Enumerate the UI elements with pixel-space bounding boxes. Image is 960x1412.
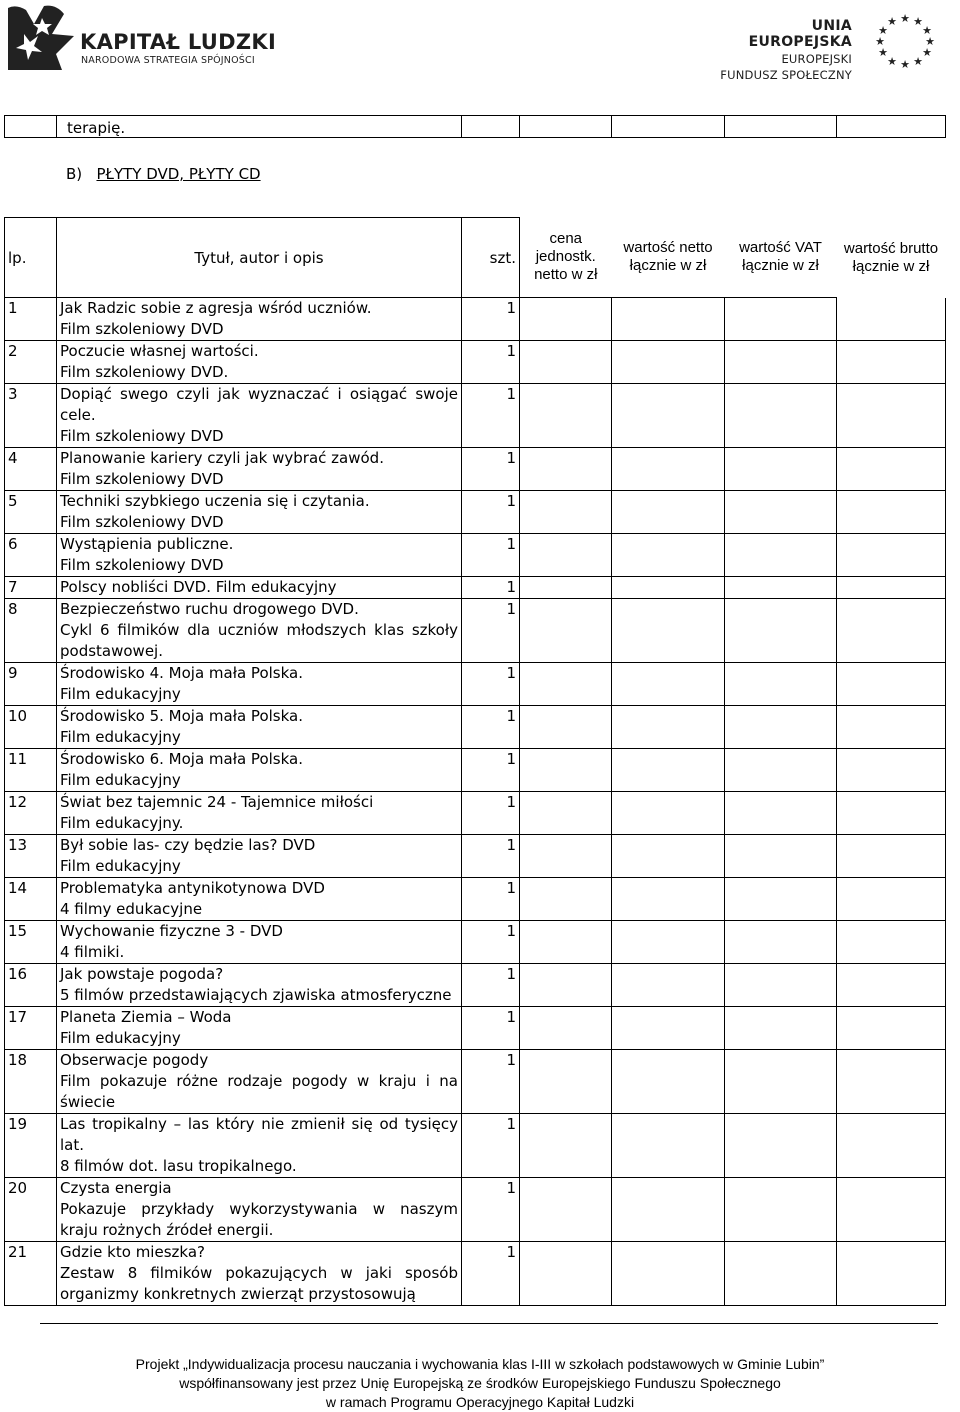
row-quantity: 1 — [462, 1050, 520, 1114]
svg-text:★: ★ — [913, 15, 923, 28]
description-line: Czysta energia — [60, 1179, 172, 1197]
row-description — [57, 1242, 462, 1306]
table-row — [5, 577, 946, 599]
empty-price-cell — [725, 663, 837, 706]
empty-price-cell — [520, 448, 612, 491]
description-line: Wystąpienia publiczne. — [60, 535, 234, 553]
row-quantity: 1 — [462, 298, 520, 341]
description-line: Był sobie las- czy będzie las? DVD — [60, 836, 316, 854]
row-description — [57, 964, 462, 1007]
row-description — [57, 298, 462, 341]
description-line: Wychowanie fizyczne 3 - DVD — [60, 922, 283, 940]
page-header — [0, 0, 960, 80]
description-line: Środowisko 4. Moja mała Polska. — [60, 664, 303, 682]
table-row — [5, 448, 946, 491]
row-number: 20 — [5, 1178, 57, 1242]
description-line: Film edukacyjny — [60, 1029, 181, 1047]
description-line: Świat bez tajemnic 24 - Tajemnice miłości — [60, 793, 374, 811]
footer-line-1: Projekt „Indywidualizacja procesu nauczania i wychowania klas I-III w szkołach podstawowych w Gminie Lubin” — [135, 1356, 825, 1372]
empty-price-cell — [612, 577, 725, 599]
row-number: 1 — [5, 298, 57, 341]
empty-price-cell — [520, 491, 612, 534]
row-number: 11 — [5, 749, 57, 792]
description-line: Film szkoleniowy DVD — [60, 470, 224, 488]
empty-price-cell — [837, 921, 946, 964]
kapital-ludzki-title: KAPITAŁ LUDZKI — [80, 30, 277, 54]
row-quantity: 1 — [462, 1178, 520, 1242]
previous-row-text: terapię. — [67, 119, 126, 137]
empty-price-cell — [520, 1178, 612, 1242]
table-row — [5, 341, 946, 384]
table-row — [5, 1114, 946, 1178]
empty-price-cell — [837, 878, 946, 921]
footer-line-3: w ramach Programu Operacyjnego Kapitał Ludzki — [325, 1394, 635, 1410]
row-number: 13 — [5, 835, 57, 878]
row-description — [57, 921, 462, 964]
section-letter: B) — [66, 165, 83, 183]
empty-price-cell — [837, 384, 946, 448]
empty-price-cell — [520, 706, 612, 749]
row-quantity: 1 — [462, 448, 520, 491]
empty-price-cell — [520, 1050, 612, 1114]
row-quantity: 1 — [462, 663, 520, 706]
empty-price-cell — [837, 1242, 946, 1306]
svg-text:★: ★ — [900, 12, 910, 25]
description-line: Film szkoleniowy DVD — [60, 320, 224, 338]
row-number: 9 — [5, 663, 57, 706]
empty-price-cell — [725, 878, 837, 921]
description-line: Środowisko 6. Moja mała Polska. — [60, 750, 303, 768]
empty-price-cell — [612, 921, 725, 964]
empty-price-cell — [725, 341, 837, 384]
empty-price-cell — [612, 1007, 725, 1050]
table-row — [5, 964, 946, 1007]
empty-price-cell — [725, 1242, 837, 1306]
empty-price-cell — [837, 1050, 946, 1114]
row-description — [57, 663, 462, 706]
empty-price-cell — [725, 491, 837, 534]
empty-price-cell — [612, 964, 725, 1007]
empty-price-cell — [837, 1114, 946, 1178]
empty-price-cell — [837, 749, 946, 792]
empty-price-cell — [520, 599, 612, 663]
description-line: Cykl 6 filmików dla uczniów młodszych klas szkoły podstawowej. — [60, 621, 458, 660]
empty-price-cell — [520, 341, 612, 384]
row-quantity: 1 — [462, 835, 520, 878]
svg-text:★: ★ — [922, 46, 932, 59]
row-description — [57, 448, 462, 491]
empty-price-cell — [520, 792, 612, 835]
description-line: Poczucie własnej wartości. — [60, 342, 259, 360]
empty-price-cell — [612, 663, 725, 706]
description-line: Film edukacyjny — [60, 728, 181, 746]
description-line: Dopiąć swego czyli jak wyznaczać i osiągać swoje cele. — [60, 385, 458, 424]
empty-price-cell — [725, 1178, 837, 1242]
row-description — [57, 792, 462, 835]
description-line: Bezpieczeństwo ruchu drogowego DVD. — [60, 600, 359, 618]
header-brutto: wartość brutto łącznie w zł — [843, 239, 939, 275]
row-number: 3 — [5, 384, 57, 448]
row-description — [57, 577, 462, 599]
row-number: 21 — [5, 1242, 57, 1306]
description-line: Jak powstaje pogoda? — [60, 965, 224, 983]
row-description — [57, 878, 462, 921]
empty-price-cell — [520, 835, 612, 878]
row-description — [57, 749, 462, 792]
table-row — [5, 1050, 946, 1114]
cell-divider — [724, 116, 725, 137]
cell-divider — [836, 116, 837, 137]
empty-price-cell — [612, 749, 725, 792]
description-line: Środowisko 5. Moja mała Polska. — [60, 707, 303, 725]
table-row — [5, 749, 946, 792]
empty-price-cell — [725, 599, 837, 663]
eu-line2: EUROPEJSKI — [781, 52, 852, 66]
description-line: Film szkoleniowy DVD — [60, 427, 224, 445]
row-quantity: 1 — [462, 599, 520, 663]
header-title: Tytuł, autor i opis — [57, 218, 462, 298]
header-netto: wartość netto łącznie w zł — [623, 239, 713, 275]
row-number: 17 — [5, 1007, 57, 1050]
empty-price-cell — [725, 534, 837, 577]
empty-price-cell — [837, 1007, 946, 1050]
row-quantity: 1 — [462, 1242, 520, 1306]
empty-price-cell — [520, 964, 612, 1007]
empty-price-cell — [612, 1114, 725, 1178]
table-row — [5, 663, 946, 706]
table-row — [5, 534, 946, 577]
row-description — [57, 1050, 462, 1114]
row-quantity: 1 — [462, 341, 520, 384]
eu-text-block — [712, 18, 852, 82]
section-title — [66, 165, 261, 183]
row-description — [57, 835, 462, 878]
row-number: 6 — [5, 534, 57, 577]
empty-price-cell — [612, 1242, 725, 1306]
empty-price-cell — [725, 384, 837, 448]
empty-price-cell — [612, 298, 725, 341]
footer-divider — [40, 1323, 938, 1324]
kapital-ludzki-logo-icon — [6, 4, 76, 72]
empty-price-cell — [725, 1007, 837, 1050]
empty-price-cell — [725, 577, 837, 599]
row-number: 7 — [5, 577, 57, 599]
table-row — [5, 835, 946, 878]
header-vat: wartość VAT łącznie w zł — [739, 239, 822, 275]
row-number: 5 — [5, 491, 57, 534]
description-line: Film szkoleniowy DVD. — [60, 363, 229, 381]
row-number: 4 — [5, 448, 57, 491]
description-line: Problematyka antynikotynowa DVD — [60, 879, 325, 897]
row-number: 2 — [5, 341, 57, 384]
description-line: 4 filmy edukacyjne — [60, 900, 203, 918]
row-quantity: 1 — [462, 577, 520, 599]
svg-text:★: ★ — [887, 15, 897, 28]
empty-price-cell — [520, 577, 612, 599]
empty-price-cell — [725, 749, 837, 792]
empty-price-cell — [837, 792, 946, 835]
empty-price-cell — [725, 921, 837, 964]
eu-stars-flag-icon — [870, 12, 940, 68]
empty-price-cell — [725, 792, 837, 835]
svg-text:★: ★ — [922, 24, 932, 37]
table-row — [5, 599, 946, 663]
row-description — [57, 1007, 462, 1050]
table-row — [5, 878, 946, 921]
header-szt: szt. — [462, 218, 520, 298]
dvd-table — [4, 217, 946, 1306]
description-line: 8 filmów dot. lasu tropikalnego. — [60, 1157, 297, 1175]
empty-price-cell — [725, 835, 837, 878]
empty-price-cell — [612, 599, 725, 663]
table-row — [5, 384, 946, 448]
description-line: Polscy nobliści DVD. Film edukacyjny — [60, 578, 337, 596]
description-line: Film szkoleniowy DVD — [60, 513, 224, 531]
empty-price-cell — [837, 599, 946, 663]
empty-price-cell — [837, 491, 946, 534]
svg-text:★: ★ — [900, 58, 910, 68]
eu-title: UNIA EUROPEJSKA — [748, 18, 852, 50]
row-number: 16 — [5, 964, 57, 1007]
empty-price-cell — [520, 384, 612, 448]
table-row — [5, 792, 946, 835]
empty-price-cell — [725, 298, 837, 341]
description-line: Film edukacyjny — [60, 857, 181, 875]
row-quantity: 1 — [462, 964, 520, 1007]
svg-text:★: ★ — [925, 35, 935, 48]
table-row — [5, 298, 946, 341]
row-quantity: 1 — [462, 792, 520, 835]
empty-price-cell — [520, 749, 612, 792]
empty-price-cell — [612, 706, 725, 749]
row-quantity: 1 — [462, 534, 520, 577]
row-quantity: 1 — [462, 1007, 520, 1050]
svg-text:★: ★ — [913, 55, 923, 68]
empty-price-cell — [837, 663, 946, 706]
description-line: Las tropikalny – las który nie zmienił się od tysięcy lat. — [60, 1115, 458, 1154]
empty-price-cell — [612, 835, 725, 878]
empty-price-cell — [612, 341, 725, 384]
row-number: 18 — [5, 1050, 57, 1114]
description-line: Film edukacyjny — [60, 771, 181, 789]
description-line: Gdzie kto mieszka? — [60, 1243, 205, 1261]
empty-price-cell — [725, 448, 837, 491]
table-body — [5, 298, 946, 1306]
empty-price-cell — [520, 878, 612, 921]
empty-price-cell — [612, 1050, 725, 1114]
row-quantity: 1 — [462, 921, 520, 964]
empty-price-cell — [520, 663, 612, 706]
description-line: Jak Radzic sobie z agresja wśród uczniów. — [60, 299, 372, 317]
description-line: Planowanie kariery czyli jak wybrać zawód. — [60, 449, 384, 467]
row-number: 10 — [5, 706, 57, 749]
description-line: Obserwacje pogody — [60, 1051, 209, 1069]
empty-price-cell — [612, 448, 725, 491]
empty-price-cell — [612, 384, 725, 448]
empty-price-cell — [725, 1050, 837, 1114]
description-line: Film szkoleniowy DVD — [60, 556, 224, 574]
row-quantity: 1 — [462, 749, 520, 792]
row-quantity: 1 — [462, 384, 520, 448]
empty-price-cell — [725, 706, 837, 749]
eu-line3: FUNDUSZ SPOŁECZNY — [720, 68, 852, 82]
row-description — [57, 1114, 462, 1178]
empty-price-cell — [612, 1178, 725, 1242]
table-row — [5, 706, 946, 749]
svg-text:★: ★ — [878, 46, 888, 59]
cell-divider — [519, 116, 520, 137]
previous-table-row — [4, 115, 946, 138]
empty-price-cell — [612, 491, 725, 534]
empty-price-cell — [520, 1114, 612, 1178]
table-row — [5, 1242, 946, 1306]
empty-price-cell — [837, 448, 946, 491]
empty-price-cell — [837, 706, 946, 749]
empty-price-cell — [520, 1242, 612, 1306]
row-number: 19 — [5, 1114, 57, 1178]
description-line: Film edukacyjny. — [60, 814, 184, 832]
empty-price-cell — [837, 534, 946, 577]
page-footer — [0, 1355, 960, 1412]
empty-price-cell — [725, 964, 837, 1007]
empty-price-cell — [837, 964, 946, 1007]
row-number: 15 — [5, 921, 57, 964]
row-description — [57, 534, 462, 577]
table-row — [5, 921, 946, 964]
empty-price-cell — [520, 534, 612, 577]
row-description — [57, 599, 462, 663]
empty-price-cell — [725, 1114, 837, 1178]
kapital-ludzki-subtitle: NARODOWA STRATEGIA SPÓJNOŚCI — [81, 55, 255, 66]
table-row — [5, 1007, 946, 1050]
row-description — [57, 706, 462, 749]
table-row — [5, 1178, 946, 1242]
empty-price-cell — [612, 878, 725, 921]
description-line: Zestaw 8 filmików pokazujących w jaki sposób organizmy konkretnych zwierząt przystosowują — [60, 1264, 458, 1303]
header-cena: cena jednostk. netto w zł — [520, 218, 612, 298]
description-line: Pokazuje przykłady wykorzystywania w naszym kraju rożnych źródeł energii. — [60, 1200, 458, 1239]
row-description — [57, 1178, 462, 1242]
description-line: 4 filmiki. — [60, 943, 125, 961]
cell-divider — [56, 116, 57, 137]
empty-price-cell — [612, 792, 725, 835]
row-description — [57, 491, 462, 534]
empty-price-cell — [837, 577, 946, 599]
row-quantity: 1 — [462, 491, 520, 534]
description-line: 5 filmów przedstawiających zjawiska atmosferyczne — [60, 986, 452, 1004]
empty-price-cell — [520, 1007, 612, 1050]
cell-divider — [461, 116, 462, 137]
empty-price-cell — [612, 534, 725, 577]
svg-text:★: ★ — [878, 24, 888, 37]
footer-line-2: współfinansowany jest przez Unię Europejską ze środków Europejskiego Funduszu Społecznego — [179, 1375, 781, 1391]
svg-text:★: ★ — [875, 35, 885, 48]
row-number: 8 — [5, 599, 57, 663]
row-number: 12 — [5, 792, 57, 835]
row-description — [57, 341, 462, 384]
description-line: Film pokazuje różne rodzaje pogody w kraju i na świecie — [60, 1072, 458, 1111]
table-header-row — [5, 218, 946, 298]
row-description — [57, 384, 462, 448]
row-quantity: 1 — [462, 706, 520, 749]
description-line: Film edukacyjny — [60, 685, 181, 703]
description-line: Planeta Ziemia – Woda — [60, 1008, 232, 1026]
empty-price-cell — [837, 298, 946, 341]
empty-price-cell — [837, 835, 946, 878]
empty-price-cell — [520, 921, 612, 964]
header-lp: lp. — [5, 218, 57, 298]
empty-price-cell — [520, 298, 612, 341]
row-number: 14 — [5, 878, 57, 921]
description-line: Techniki szybkiego uczenia się i czytania. — [60, 492, 370, 510]
svg-text:★: ★ — [887, 55, 897, 68]
table-row — [5, 491, 946, 534]
empty-price-cell — [837, 341, 946, 384]
cell-divider — [611, 116, 612, 137]
empty-price-cell — [837, 1178, 946, 1242]
section-heading: PŁYTY DVD, PŁYTY CD — [96, 165, 261, 183]
row-quantity: 1 — [462, 878, 520, 921]
row-quantity: 1 — [462, 1114, 520, 1178]
